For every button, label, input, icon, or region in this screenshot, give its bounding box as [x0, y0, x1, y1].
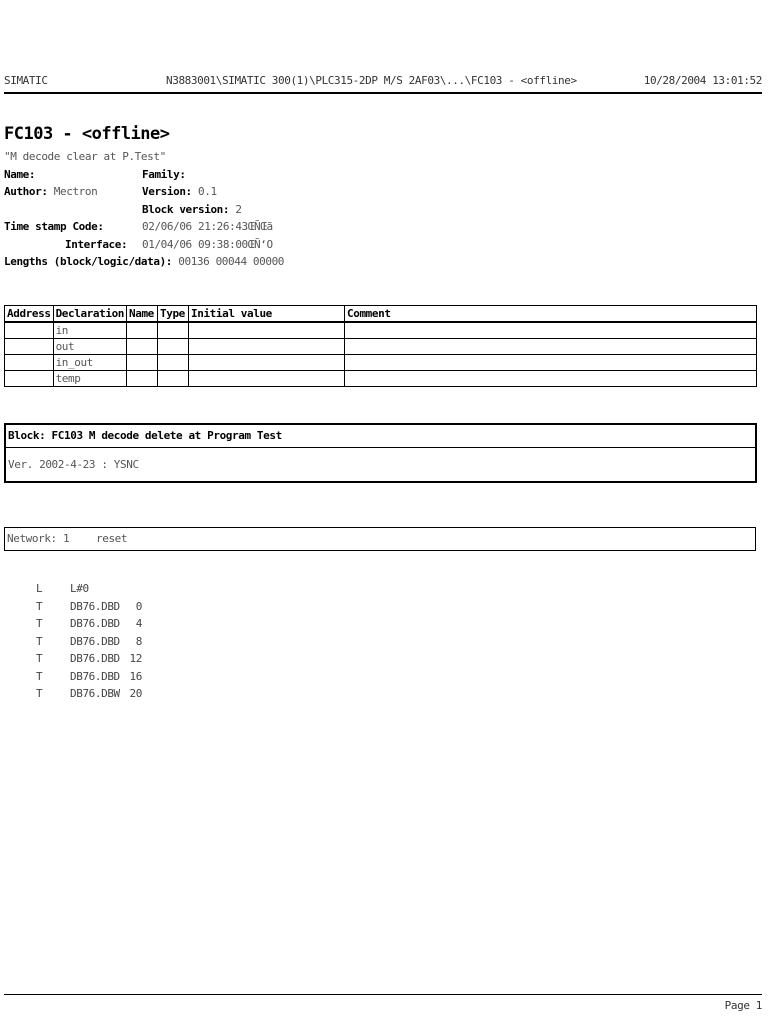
table-cell [345, 322, 757, 339]
column-header: Comment [345, 306, 757, 323]
header-datetime: 10/28/2004 13:01:52 [643, 74, 762, 87]
family-label: Family: [142, 167, 186, 181]
table-cell [5, 339, 54, 355]
timestamp-label: Time stamp Code: [4, 220, 104, 233]
code-line [0, 687, 200, 705]
table-row [5, 339, 757, 355]
code-operand: L#0 [70, 582, 89, 595]
network-header [4, 527, 756, 551]
code-line [0, 670, 200, 688]
code-operand: DB76.DBW [70, 687, 120, 700]
code-operand: DB76.DBD [70, 634, 120, 648]
name-label: Name: [4, 167, 36, 181]
declaration-table [4, 305, 757, 387]
code-operand: DB76.DBD [70, 599, 120, 613]
table-cell [189, 322, 345, 339]
table-cell [158, 339, 189, 355]
table-cell [345, 339, 757, 355]
code-line [0, 600, 200, 618]
column-header: Name [127, 306, 158, 323]
table-cell: out [53, 339, 126, 355]
network-name: reset [96, 532, 128, 545]
lengths-row [4, 255, 524, 273]
code-offset: 0 [135, 599, 142, 613]
code-operation: L [36, 582, 43, 595]
table-cell [5, 322, 54, 339]
column-header: Declaration [53, 306, 126, 323]
table-cell [189, 355, 345, 371]
block-version-row [4, 203, 524, 221]
page-title: FC103 - <offline> [4, 124, 170, 144]
stl-code [0, 582, 200, 705]
block-properties [4, 150, 524, 273]
block-version-label: Block version: [142, 202, 230, 216]
code-offset: 16 [129, 669, 142, 683]
interface-row [4, 238, 524, 256]
table-cell [127, 355, 158, 371]
table-cell [158, 322, 189, 339]
code-operation: T [36, 634, 43, 648]
column-header: Type [158, 306, 189, 323]
header-path: N3883001\SIMATIC 300(1)\PLC315-2DP M/S 2AF03\...\FC103 - <offline> [166, 74, 577, 87]
table-cell: temp [53, 371, 126, 387]
block-version-value: 2 [235, 202, 242, 216]
code-offset: 20 [129, 687, 142, 700]
author-version-row [4, 185, 524, 203]
table-cell [127, 339, 158, 355]
code-operation: T [36, 617, 43, 630]
interface-value: 01/04/06 09:38:00ŒÑ‘O [142, 237, 273, 251]
author-value: Mectron [53, 185, 98, 198]
page-header [4, 72, 762, 94]
version-value: 0.1 [198, 185, 217, 198]
name-family-row [4, 168, 524, 186]
table-cell: in_out [53, 355, 126, 371]
table-cell [158, 355, 189, 371]
code-offset: 8 [135, 634, 142, 648]
column-header: Address [5, 306, 54, 323]
code-line [0, 617, 200, 635]
network-label: Network: 1 [7, 532, 70, 545]
block-version-note: Ver. 2002-4-23 : YSNC [8, 458, 139, 471]
table-cell [5, 355, 54, 371]
table-cell [127, 371, 158, 387]
table-cell: in [53, 322, 126, 339]
table-row [5, 371, 757, 387]
code-operand: DB76.DBD [70, 669, 120, 683]
block-comment: "M decode clear at P.Test" [4, 150, 166, 163]
table-cell [189, 371, 345, 387]
table-cell [127, 322, 158, 339]
table-cell [345, 371, 757, 387]
code-operand: DB76.DBD [70, 652, 120, 665]
table-cell [158, 371, 189, 387]
table-row [5, 355, 757, 371]
code-operation: T [36, 599, 43, 613]
code-operation: T [36, 669, 43, 683]
code-operation: T [36, 687, 43, 700]
interface-label: Interface: [65, 237, 128, 251]
table-row [5, 322, 757, 339]
version-label: Version: [142, 185, 192, 198]
block-title: Block: FC103 M decode delete at Program Test [6, 425, 755, 448]
code-line [0, 635, 200, 653]
code-offset: 4 [135, 617, 142, 630]
table-cell [189, 339, 345, 355]
block-comment-row [4, 150, 524, 168]
header-product: SIMATIC [4, 74, 48, 87]
lengths-label: Lengths (block/logic/data): [4, 255, 173, 268]
page-number: Page 1 [724, 999, 762, 1012]
code-line [0, 652, 200, 670]
code-operation: T [36, 652, 43, 665]
author-label: Author: [4, 185, 48, 198]
code-operand: DB76.DBD [70, 617, 120, 630]
block-description-box [4, 423, 757, 483]
page-footer [4, 994, 762, 1019]
table-header-row [5, 306, 757, 323]
timestamp-code-row [4, 220, 524, 238]
code-line [0, 582, 200, 600]
timestamp-code-value: 02/06/06 21:26:43ŒÑŒã [142, 220, 273, 233]
column-header: Initial value [189, 306, 345, 323]
lengths-value: 00136 00044 00000 [178, 255, 285, 268]
table-cell [345, 355, 757, 371]
table-cell [5, 371, 54, 387]
code-offset: 12 [129, 652, 142, 665]
